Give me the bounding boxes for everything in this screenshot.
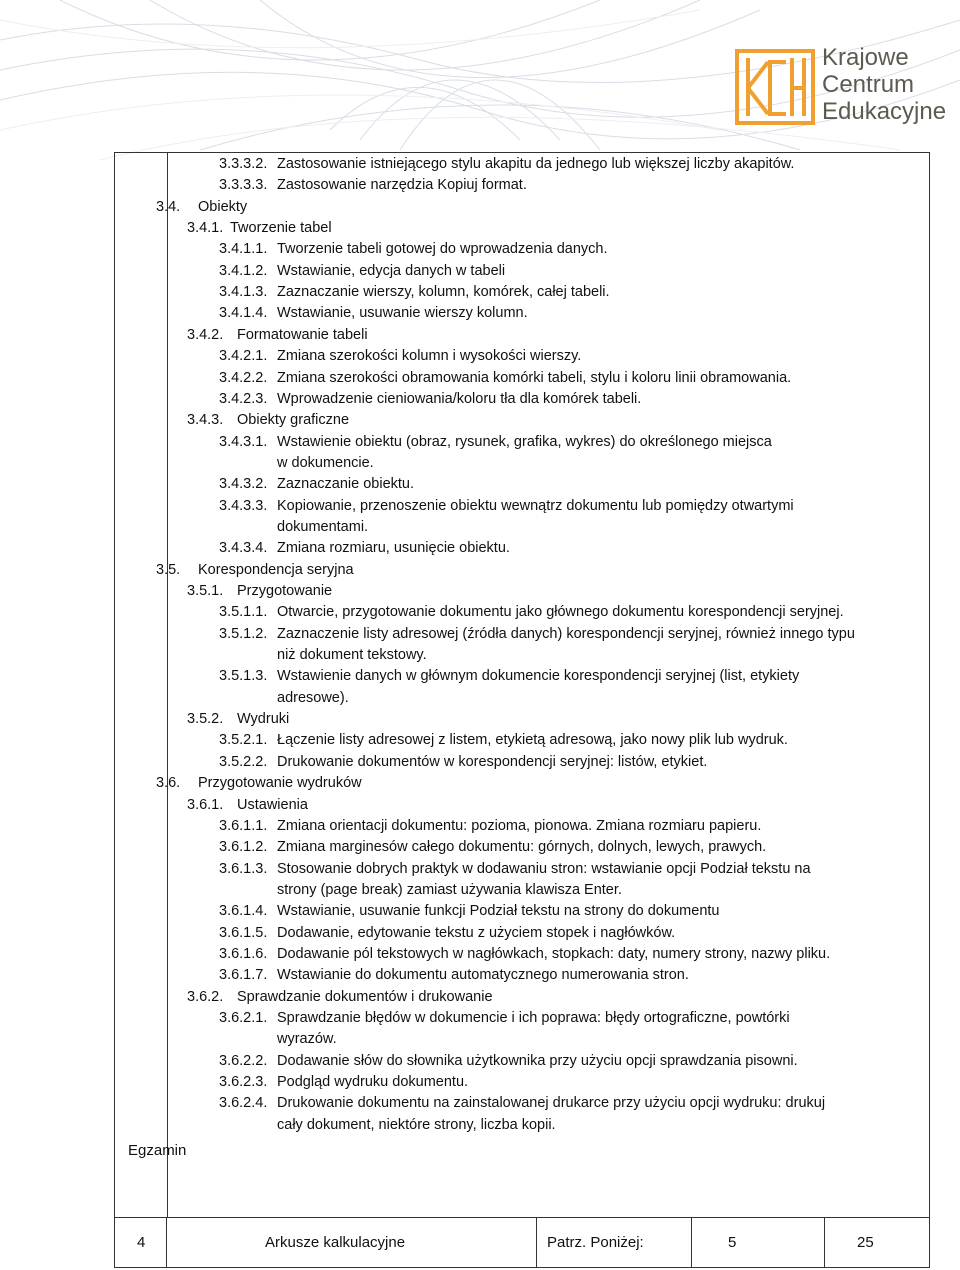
- toc-entry: [187, 987, 493, 1007]
- toc-entry-text: Obiekty: [198, 198, 248, 215]
- toc-entry-number: 3.4.1.: [187, 220, 224, 237]
- toc-entry: [219, 666, 799, 686]
- toc-entry-number: 3.4.2.: [187, 326, 224, 343]
- toc-entry-text: Zmiana szerokości kolumn i wysokości wierszy.: [277, 348, 582, 365]
- toc-entry-number: 3.6.1.2.: [219, 839, 268, 856]
- toc-entry-number: 3.4.1.3.: [219, 284, 268, 301]
- toc-entry: [219, 1051, 798, 1071]
- toc-entry-number: 3.4.2.2.: [219, 369, 268, 386]
- toc-entry: [219, 816, 761, 836]
- toc-entry-continuation: cały dokument, niektóre strony, liczba kopii.: [277, 1116, 556, 1133]
- toc-entry-text: Zaznaczanie wierszy, kolumn, komórek, całej tabeli.: [277, 284, 610, 301]
- toc-entry: [219, 261, 505, 281]
- toc-entry-number: 3.4.1.1.: [219, 241, 268, 258]
- toc-entry: [219, 944, 830, 964]
- toc-entry: [187, 325, 368, 345]
- toc-entry-text: Wstawianie do dokumentu automatycznego numerowania stron.: [277, 967, 689, 984]
- toc-entry-continuation: adresowe).: [277, 689, 349, 706]
- toc-entry-number: 3.3.3.3.: [219, 177, 268, 194]
- toc-entry: [187, 410, 349, 430]
- toc-entry-text: Zaznaczanie obiektu.: [277, 476, 415, 493]
- toc-entry-text: Tworzenie tabel: [230, 220, 332, 237]
- toc-entry-number: 3.6.2.4.: [219, 1095, 268, 1112]
- toc-entry-text: Przygotowanie wydruków: [198, 775, 362, 792]
- toc-entry-text: Zastosowanie narzędzia Kopiuj format.: [277, 177, 527, 194]
- toc-entry: [219, 368, 791, 388]
- toc-entry: [219, 624, 855, 644]
- toc-entry-number: 3.6.2.2.: [219, 1052, 268, 1069]
- footer-cell-title: Arkusze kalkulacyjne: [167, 1218, 537, 1267]
- toc-entry-number: 3.5.1.1.: [219, 604, 268, 621]
- toc-entry-text: Drukowanie dokumentu na zainstalowanej drukarce przy użyciu opcji wydruku: drukuj: [277, 1095, 826, 1112]
- toc-entry-number: 3.5.2.2.: [219, 753, 268, 770]
- toc-entry-number: 3.6.1.5.: [219, 924, 268, 941]
- toc-entry-text: Kopiowanie, przenoszenie obiektu wewnątrz dokumentu lub pomiędzy otwartymi: [277, 497, 794, 514]
- toc-entry-number: 3.6.2.: [187, 988, 224, 1005]
- column-divider: [167, 153, 168, 1218]
- toc-entry-text: Wstawienie danych w głównym dokumencie korespondencji seryjnej (list, etykiety: [277, 668, 800, 685]
- logo-line-1: Krajowe: [822, 44, 909, 71]
- logo-line-2: Centrum: [822, 71, 915, 98]
- toc-entry-number: 3.4.3.4.: [219, 540, 268, 557]
- toc-entry-number: 3.4.2.1.: [219, 348, 268, 365]
- toc-entry-text: Dodawanie, edytowanie tekstu z użyciem stopek i nagłówków.: [277, 924, 676, 941]
- toc-entry-text: Zmiana orientacji dokumentu: pozioma, pionowa. Zmiana rozmiaru papieru.: [277, 817, 762, 834]
- toc-entry: [219, 239, 607, 259]
- footer-cell-number: 4: [115, 1218, 167, 1267]
- toc-entry-number: 3.4.2.3.: [219, 390, 268, 407]
- toc-entry: [219, 859, 811, 879]
- toc-entry-text: Zmiana rozmiaru, usunięcie obiektu.: [277, 540, 510, 557]
- toc-entry: [219, 303, 528, 323]
- toc-entry-text: Wstawianie, edycja danych w tabeli: [277, 262, 506, 279]
- toc-entry: [219, 432, 772, 452]
- toc-entry-number: 3.6.: [156, 775, 181, 792]
- toc-entry-continuation: strony (page break) zamiast używania klawisza Enter.: [277, 881, 622, 898]
- toc-entry: [219, 389, 641, 409]
- toc-entry-number: 3.6.2.3.: [219, 1074, 268, 1091]
- toc-entry-text: Zmiana marginesów całego dokumentu: górnych, dolnych, lewych, prawych.: [277, 839, 767, 856]
- toc-entry-number: 3.5.2.1.: [219, 732, 268, 749]
- toc-entry-text: Korespondencja seryjna: [198, 561, 354, 578]
- toc-entry: [219, 154, 794, 174]
- footer-cell-ref: Patrz. Poniżej:: [537, 1218, 692, 1267]
- toc-entry-text: Zmiana szerokości obramowania komórki tabeli, stylu i koloru linii obramowania.: [277, 369, 792, 386]
- toc-entry: [219, 538, 510, 558]
- toc-entry: [219, 1008, 790, 1028]
- toc-entry: [219, 346, 581, 366]
- toc-entry-number: 3.6.1.4.: [219, 903, 268, 920]
- toc-entry-text: Wstawianie, usuwanie wierszy kolumn.: [277, 305, 528, 322]
- toc-entry-text: Wstawianie, usuwanie funkcji Podział tekstu na strony do dokumentu: [277, 903, 720, 920]
- toc-entry: [219, 602, 844, 622]
- toc-entry-text: Formatowanie tabeli: [237, 326, 368, 343]
- toc-entry-text: Sprawdzanie błędów w dokumencie i ich poprawa: błędy ortograficzne, powtórki: [277, 1010, 790, 1026]
- toc-entry: [219, 901, 719, 921]
- toc-entry-number: 3.4.1.2.: [219, 262, 268, 279]
- footer-cell-total: 25: [857, 1234, 874, 1251]
- toc-entry: [219, 282, 610, 302]
- toc-entry-number: 3.4.3.3.: [219, 497, 268, 514]
- kce-logo: [734, 40, 956, 135]
- toc-entry-text: Otwarcie, przygotowanie dokumentu jako głównego dokumentu korespondencji seryjnej.: [277, 604, 844, 621]
- toc-entry: [187, 218, 332, 238]
- toc-entry-text: Tworzenie tabeli gotowej do wprowadzenia danych.: [277, 241, 608, 258]
- toc-entry: [187, 709, 289, 729]
- toc-entry: [219, 965, 689, 985]
- toc-entry-text: Wstawienie obiektu (obraz, rysunek, grafika, wykres) do określonego miejsca: [277, 433, 772, 450]
- toc-entry: [219, 730, 788, 750]
- toc-entry: [219, 752, 707, 772]
- toc-entry: [219, 923, 675, 943]
- toc-entry-number: 3.3.3.2.: [219, 156, 268, 172]
- kce-logo-icon: [734, 48, 816, 126]
- toc-entry-number: 3.5.1.3.: [219, 668, 268, 685]
- toc-entry: [219, 175, 527, 195]
- toc-entry-text: Przygotowanie: [237, 583, 333, 599]
- toc-entry-text: Ustawienia: [237, 796, 308, 813]
- toc-entry-text: Stosowanie dobrych praktyk w dodawaniu stron: wstawianie opcji Podział tekstu na: [277, 860, 811, 877]
- toc-entry-continuation: niż dokument tekstowy.: [277, 647, 427, 664]
- toc-entry: [156, 560, 354, 580]
- toc-entry-number: 3.4.1.4.: [219, 305, 268, 322]
- toc-entry: [156, 197, 247, 217]
- footer-cell-hours: 5: [692, 1218, 825, 1267]
- logo-text: [822, 44, 946, 125]
- toc-entry-text: Łączenie listy adresowej z listem, etykietą adresową, jako nowy plik lub wydruk.: [277, 732, 788, 749]
- toc-entry-text: Sprawdzanie dokumentów i drukowanie: [237, 988, 493, 1005]
- toc-entry-continuation: wyrazów.: [277, 1031, 337, 1048]
- toc-entry: [187, 581, 332, 601]
- logo-line-3: Edukacyjne: [822, 98, 947, 125]
- egzamin-label: Egzamin: [128, 1142, 187, 1159]
- toc-entry-number: 3.6.1.1.: [219, 817, 268, 834]
- toc-entry-text: Wydruki: [237, 711, 290, 728]
- toc-entry: [219, 1072, 468, 1092]
- toc-entry: [187, 795, 308, 815]
- toc-entry: [156, 773, 362, 793]
- toc-entry-number: 3.5.: [156, 561, 181, 578]
- toc-entry: [219, 1093, 825, 1113]
- toc-entry-text: Drukowanie dokumentów w korespondencji seryjnej: listów, etykiet.: [277, 753, 708, 770]
- toc-entry-text: Obiekty graficzne: [237, 412, 350, 429]
- toc-entry-number: 3.6.1.3.: [219, 860, 268, 877]
- toc-entry: [219, 474, 414, 494]
- toc-entry-text: Podgląd wydruku dokumentu.: [277, 1074, 469, 1091]
- toc-entry-continuation: w dokumencie.: [277, 454, 374, 471]
- toc-entry-number: 3.6.1.7.: [219, 967, 268, 984]
- toc-entry-number: 3.4.3.2.: [219, 476, 268, 493]
- toc-entry-number: 3.6.1.: [187, 796, 224, 813]
- toc-entry-number: 3.6.1.6.: [219, 945, 268, 962]
- toc-entry-continuation: dokumentami.: [277, 518, 369, 535]
- toc-entry-number: 3.4.3.: [187, 412, 224, 429]
- toc-entry-number: 3.6.2.1.: [219, 1010, 268, 1026]
- toc-entry-text: Zastosowanie istniejącego stylu akapitu da jednego lub większej liczby akapitów.: [277, 156, 795, 172]
- toc-entry-number: 3.5.2.: [187, 711, 224, 728]
- toc-entry-number: 3.4.: [156, 198, 181, 215]
- toc-entry-number: 3.5.1.: [187, 583, 224, 599]
- toc-entry: [219, 837, 766, 857]
- toc-entry: [219, 496, 794, 516]
- toc-entry-text: Wprowadzenie cieniowania/koloru tła dla komórek tabeli.: [277, 390, 642, 407]
- toc-entry-number: 3.4.3.1.: [219, 433, 268, 450]
- toc-entry-text: Zaznaczenie listy adresowej (źródła danych) korespondencji seryjnej, również innego typu: [277, 625, 855, 642]
- toc-entry-text: Dodawanie pól tekstowych w nagłówkach, stopkach: daty, numery strony, nazwy pliku.: [277, 945, 831, 962]
- toc-entry-text: Dodawanie słów do słownika użytkownika przy użyciu opcji sprawdzania pisowni.: [277, 1052, 798, 1069]
- toc-entry-number: 3.5.1.2.: [219, 625, 268, 642]
- footer-table-row: [115, 1217, 929, 1267]
